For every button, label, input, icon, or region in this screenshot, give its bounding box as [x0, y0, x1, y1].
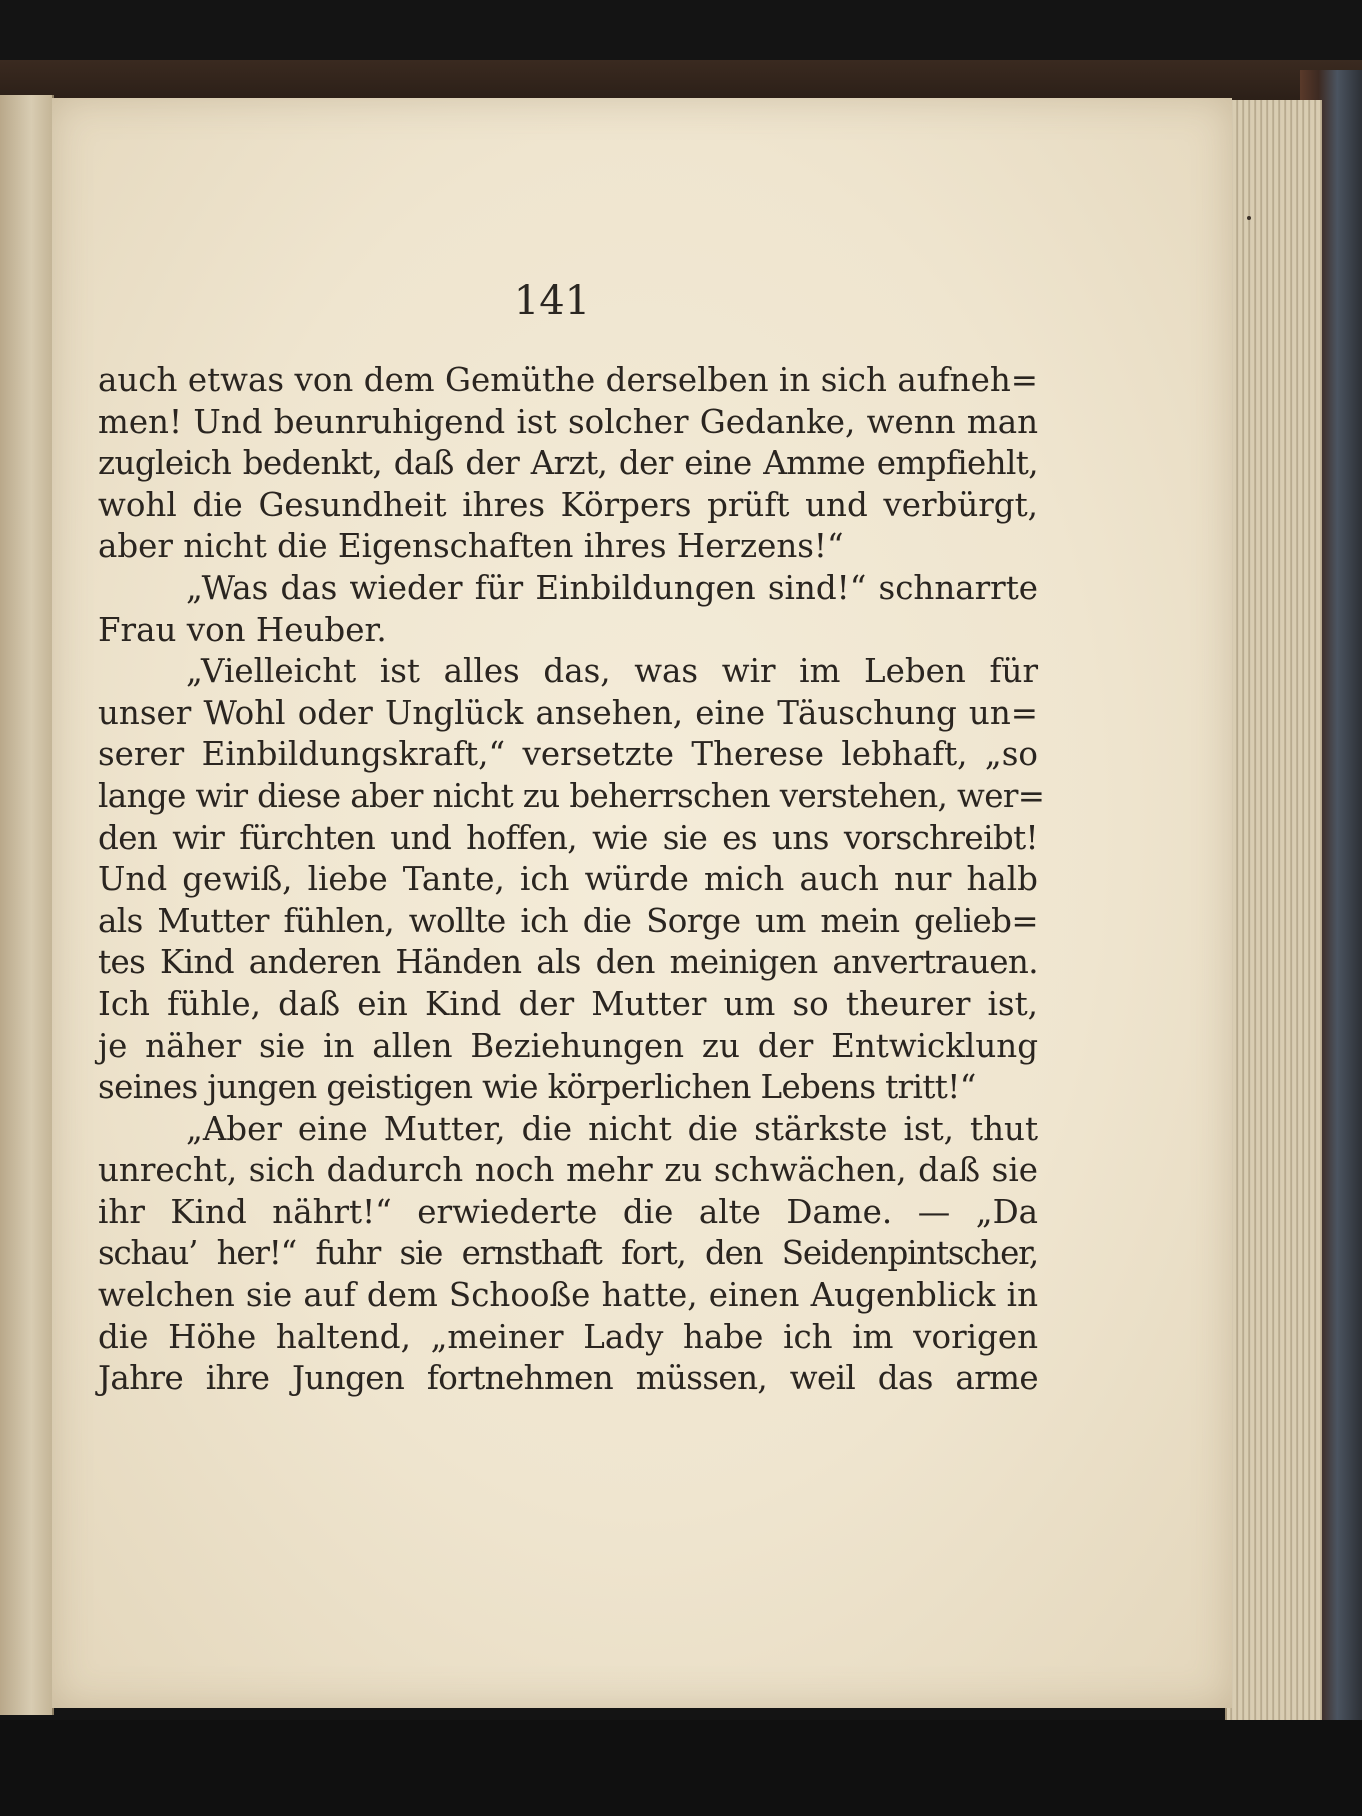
text-line: Jahre ihre Jungen fortnehmen müssen, weil das arme: [98, 1359, 1038, 1398]
text-line: men! Und beunruhigend ist solcher Gedanke, wenn man: [98, 402, 1038, 441]
book-page: [52, 98, 1232, 1708]
text-line: unser Wohl oder Unglück ansehen, eine Täuschung un=: [98, 693, 1038, 732]
background-bottom: [0, 1720, 1362, 1816]
text-line: welchen sie auf dem Schooße hatte, einen Augenblick in: [98, 1276, 1038, 1315]
text-line: ihr Kind nährt!“ erwiederte die alte Dame. — „Da: [98, 1192, 1038, 1231]
text-line: lange wir diese aber nicht zu beherrschen verstehen, wer=: [98, 776, 1045, 815]
text-line: unrecht, sich dadurch noch mehr zu schwächen, daß sie: [98, 1151, 1038, 1190]
text-line: aber nicht die Eigenschaften ihres Herzens!“: [98, 527, 844, 566]
text-line: als Mutter fühlen, wollte ich die Sorge um mein gelieb=: [98, 901, 1038, 940]
text-line: den wir fürchten und hoffen, wie sie es uns vorschreibt!: [98, 818, 1038, 857]
text-line: Ich fühle, daß ein Kind der Mutter um so theurer ist,: [98, 984, 1038, 1023]
text-line: tes Kind anderen Händen als den meinigen anvertrauen.: [98, 943, 1038, 982]
page-number: 141: [513, 278, 591, 324]
text-line: schau’ her!“ fuhr sie ernsthaft fort, den Seidenpintscher,: [98, 1234, 1038, 1273]
text-line: „Was das wieder für Einbildungen sind!“ schnarrte: [186, 568, 1038, 607]
text-line: zugleich bedenkt, daß der Arzt, der eine Amme empfiehlt,: [98, 444, 1038, 483]
paper-speck: [1247, 216, 1251, 220]
text-line: auch etwas von dem Gemüthe derselben in sich aufneh=: [98, 361, 1038, 399]
page-stack-edges: [1225, 100, 1322, 1720]
text-line: je näher sie in allen Beziehungen zu der Entwicklung: [98, 1026, 1038, 1065]
text-line: Und gewiß, liebe Tante, ich würde mich auch nur halb: [98, 860, 1038, 899]
page-text: [98, 360, 1045, 1400]
previous-page-edge: [0, 95, 54, 1715]
text-line: wohl die Gesundheit ihres Körpers prüft und verbürgt,: [98, 485, 1038, 524]
text-line: Frau von Heuber.: [98, 610, 387, 649]
text-line: „Vielleicht ist alles das, was wir im Leben für: [186, 652, 1038, 691]
text-line: serer Einbildungskraft,“ versetzte Therese lebhaft, „so: [98, 735, 1038, 774]
text-line: „Aber eine Mutter, die nicht die stärkste ist, thut: [186, 1109, 1038, 1148]
text-line: seines jungen geistigen wie körperlichen Lebens tritt!“: [98, 1068, 976, 1107]
text-line: die Höhe haltend, „meiner Lady habe ich im vorigen: [98, 1317, 1038, 1356]
